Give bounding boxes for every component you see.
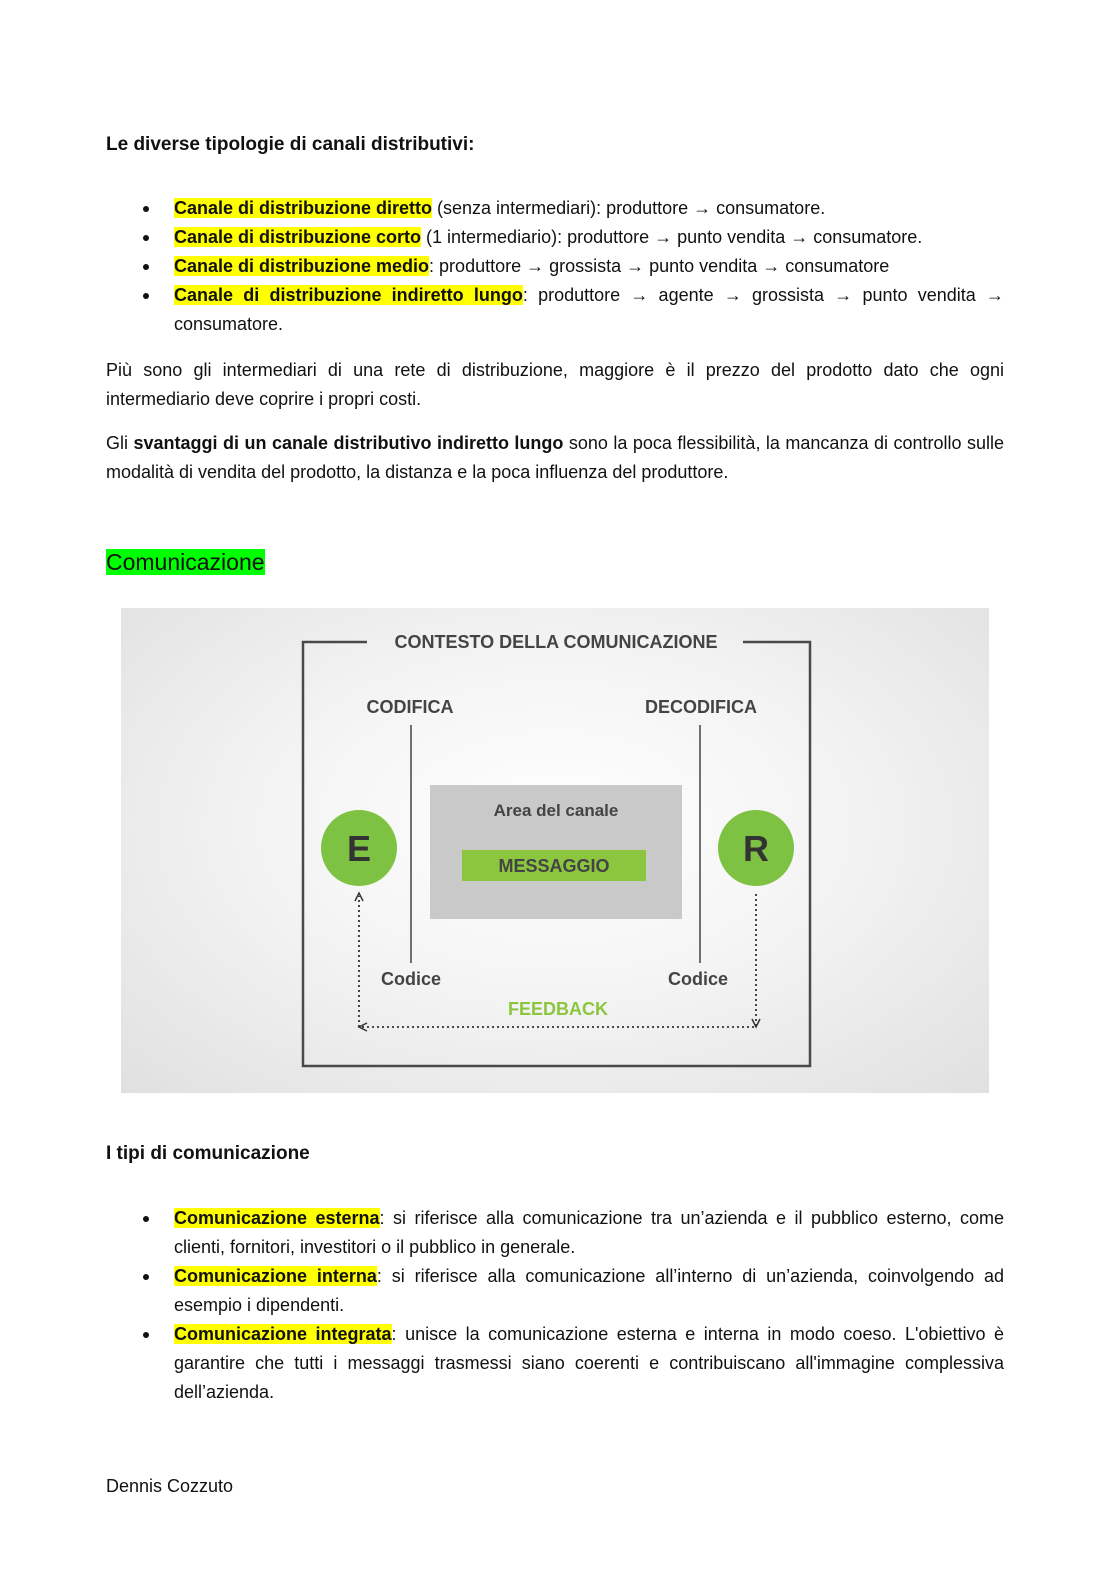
list-item [106,223,1004,252]
item-text: (senza intermediari): produttore → consumatore. [432,198,826,218]
term-highlight: Comunicazione integrata [174,1324,392,1344]
term-highlight: Canale di distribuzione corto [174,227,422,247]
footer-author: Dennis Cozzuto [106,1476,234,1496]
codifica-label: CODIFICA [366,697,454,717]
paragraph-intermediaries: Più sono gli intermediari di una rete di distribuzione, maggiore è il prezzo del prodotto dato che ogni intermediario deve coprire i propri costi. [106,360,1004,409]
item-text: : unisce la comunicazione esterna e interna in modo coeso. L'obiettivo è garantire che tutti i messaggi trasmessi siano coerenti e contribuiscano all'immagine complessiva dell’azienda. [174,1324,1004,1402]
decodifica-label: DECODIFICA [645,697,757,717]
paragraph-disadvantages [106,429,1004,487]
feedback-label: FEEDBACK [507,999,609,1019]
context-label: CONTESTO DELLA COMUNICAZIONE [394,632,718,652]
para-rest: sono la poca flessibilità, la mancanza di controllo sulle modalità di vendita del prodotto, la distanza e la poca influenza del produttore. [106,433,1004,482]
item-text: (1 intermediario): produttore → punto vendita → consumatore. [421,227,923,247]
types-list [106,1204,1004,1407]
item-text: : produttore → grossista → punto vendita → consumatore [429,256,890,276]
message-label: MESSAGGIO [498,856,610,876]
list-item [106,194,1004,223]
term-highlight: Comunicazione interna [174,1266,377,1286]
para-bold: svantaggi di un canale distributivo indiretto lungo [133,433,564,453]
term-highlight: Canale di distribuzione diretto [174,198,433,218]
term-highlight: Canale di distribuzione medio [174,256,430,276]
code-left-label: Codice [380,969,442,989]
list-item [106,281,1004,339]
communication-diagram [121,608,989,1093]
term-highlight: Canale di distribuzione indiretto lungo [174,285,523,305]
list-item [106,1204,1004,1262]
list-item [106,1320,1004,1407]
section-title-text: Comunicazione [106,549,265,575]
item-text: : produttore → agente → grossista → punto vendita → consumatore. [174,285,1005,334]
item-text: : si riferisce alla comunicazione tra un’azienda e il pubblico esterno, come clienti, fornitori, investitori o il pubblico in generale. [174,1208,1004,1257]
section-title [106,546,265,578]
term-highlight: Comunicazione esterna [174,1208,380,1228]
list-item [106,1262,1004,1320]
receiver-label: R [743,828,769,869]
diagram-svg [121,608,989,1093]
para-prefix: Gli [106,433,134,453]
item-text: : si riferisce alla comunicazione all’interno di un’azienda, coinvolgendo ad esempio i dipendenti. [174,1266,1004,1315]
sender-label: E [346,828,372,869]
types-heading: I tipi di comunicazione [106,1143,310,1164]
list-item [106,252,1004,281]
distribution-heading: Le diverse tipologie di canali distributivi: [106,134,475,155]
code-right-label: Codice [667,969,729,989]
channel-area-label: Area del canale [493,801,619,820]
distribution-list [106,194,1004,339]
